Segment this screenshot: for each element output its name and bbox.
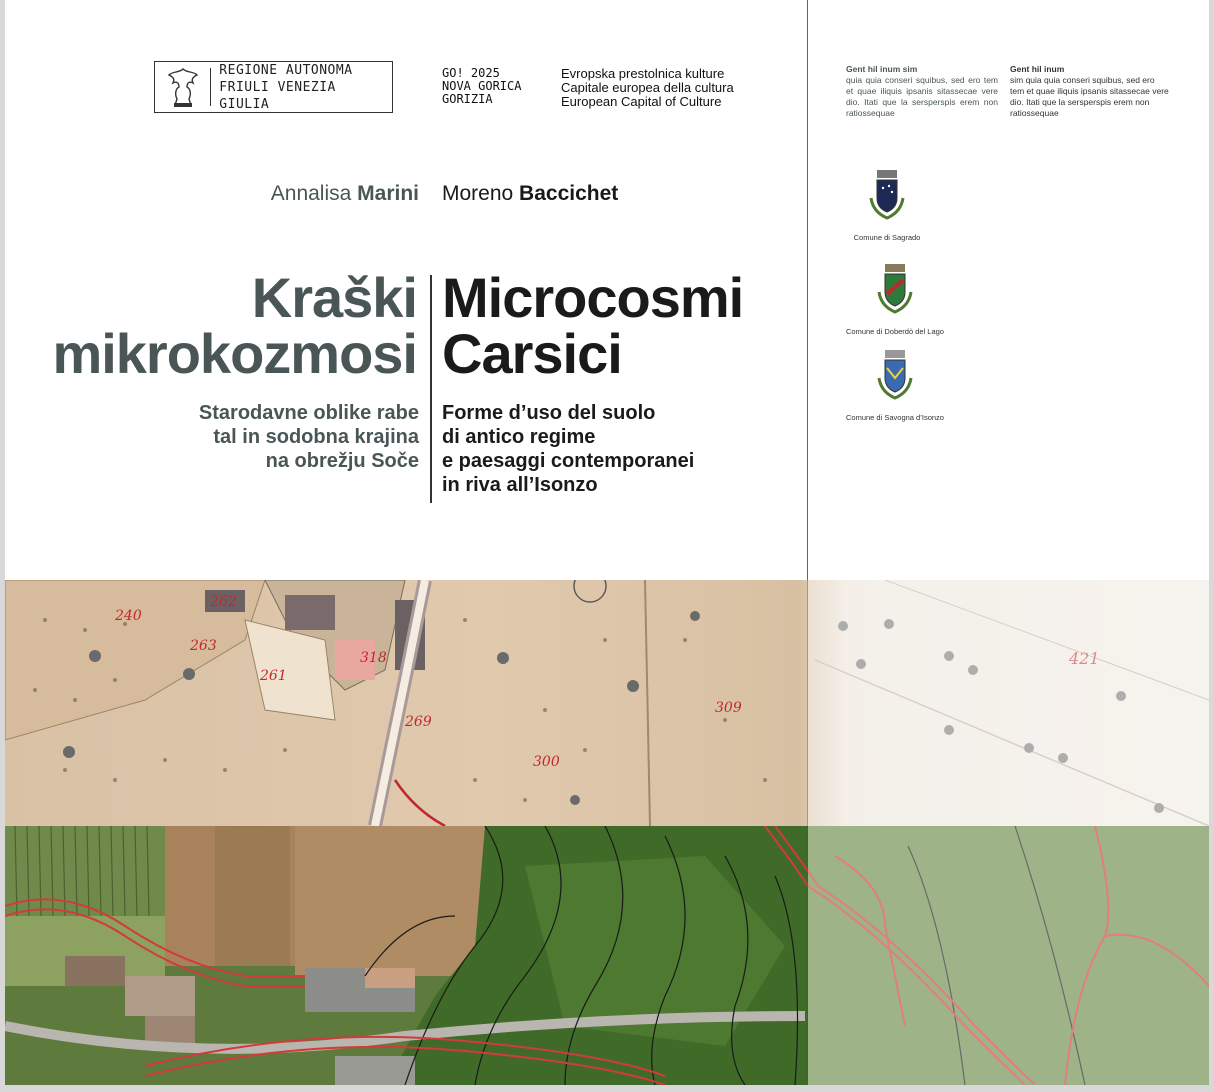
subtitle-slovenian bbox=[199, 401, 419, 473]
comune-doberdo-label: Comune di Doberdò del Lago bbox=[846, 327, 944, 336]
flap-col2-heading: Gent hil inum bbox=[1010, 64, 1065, 74]
comune-doberdo bbox=[815, 262, 975, 336]
title-it-line1: Microcosmi bbox=[442, 266, 744, 329]
comune-savogna-label: Comune di Savogna d’Isonzo bbox=[846, 413, 944, 422]
title-slovenian bbox=[52, 266, 417, 385]
spine-fold-line bbox=[807, 0, 808, 580]
regione-fvg-line2: FRIULI VENEZIA GIULIA bbox=[219, 79, 336, 112]
go2025-line1: GO! 2025 bbox=[442, 66, 500, 80]
subtitle-it-line4: in riva all’Isonzo bbox=[442, 474, 598, 496]
svg-text:300: 300 bbox=[533, 754, 560, 770]
subtitle-it-line2: di antico regime bbox=[442, 426, 596, 448]
title-it-line2: Carsici bbox=[442, 322, 622, 385]
title-italian bbox=[442, 266, 744, 385]
flap-text-column-2 bbox=[1010, 64, 1170, 119]
svg-text:421: 421 bbox=[1069, 649, 1100, 668]
book-cover bbox=[5, 0, 1209, 1085]
title-sl-line2: mikrokozmosi bbox=[52, 322, 417, 385]
author-baccichet bbox=[442, 182, 618, 206]
author2-first: Moreno bbox=[442, 182, 520, 205]
svg-text:240: 240 bbox=[115, 608, 142, 624]
comune-sagrado-label: Comune di Sagrado bbox=[853, 233, 921, 242]
spine-fold-line-bottom bbox=[807, 580, 808, 1085]
svg-text:262: 262 bbox=[210, 594, 237, 610]
subtitle-italian bbox=[442, 401, 694, 497]
go2025-logo bbox=[442, 67, 521, 106]
flap-col1-body: quia quia conseri squibus, sed ero tem et quae iliquis ipsanis sitassecae vere dio. Itati que la sersperspis erem non ratiossequae bbox=[846, 75, 998, 118]
flap-col2-body: sim quia quia conseri squibus, sed ero tem et quae iliquis ipsanis sitassecae vere dio. Itati que la sersperspis erem non ratiossequae bbox=[1010, 75, 1169, 118]
author1-last: Marini bbox=[357, 182, 419, 205]
flap-text-column-1 bbox=[846, 64, 998, 119]
comune-savogna bbox=[815, 348, 975, 422]
go2025-line2: NOVA GORICA bbox=[442, 79, 522, 93]
eagle-icon bbox=[155, 62, 210, 112]
svg-text:318: 318 bbox=[360, 650, 387, 666]
doberdo-crest-icon bbox=[873, 262, 917, 318]
svg-text:269: 269 bbox=[405, 714, 432, 730]
capital-line-sl: Evropska prestolnica kulture bbox=[561, 66, 725, 81]
aerial-fade-overlay bbox=[808, 826, 1209, 1085]
subtitle-sl-line3: na obrežju Soče bbox=[265, 450, 419, 472]
svg-text:263: 263 bbox=[190, 638, 217, 654]
capital-of-culture-text bbox=[561, 67, 734, 109]
capital-line-it: Capitale europea della cultura bbox=[561, 80, 734, 95]
title-sl-line1: Kraški bbox=[251, 266, 417, 329]
regione-fvg-text bbox=[219, 62, 392, 113]
historic-cadastral-map bbox=[5, 580, 1209, 826]
subtitle-sl-line2: tal in sodobna krajina bbox=[213, 426, 419, 448]
subtitle-sl-line1: Starodavne oblike rabe bbox=[198, 402, 419, 424]
title-divider bbox=[430, 275, 432, 503]
regione-fvg-line1: REGIONE AUTONOMA bbox=[219, 62, 353, 78]
author-marini bbox=[271, 182, 419, 206]
subtitle-it-line1: Forme d’uso del suolo bbox=[442, 402, 656, 424]
author2-last: Baccichet bbox=[519, 182, 619, 205]
logo-divider bbox=[210, 68, 211, 106]
map-fade-overlay bbox=[808, 580, 1209, 826]
savogna-crest-icon bbox=[873, 348, 917, 404]
author1-first: Annalisa bbox=[270, 182, 358, 205]
sagrado-crest-icon bbox=[865, 168, 909, 224]
aerial-photograph bbox=[5, 826, 1209, 1085]
svg-text:309: 309 bbox=[715, 700, 742, 716]
go2025-line3: GORIZIA bbox=[442, 92, 493, 106]
regione-fvg-logo bbox=[154, 61, 393, 113]
flap-col1-heading: Gent hil inum sim bbox=[846, 64, 918, 74]
svg-text:261: 261 bbox=[260, 668, 287, 684]
comune-sagrado bbox=[807, 168, 967, 242]
subtitle-it-line3: e paesaggi contemporanei bbox=[442, 450, 695, 472]
capital-line-en: European Capital of Culture bbox=[561, 94, 722, 109]
